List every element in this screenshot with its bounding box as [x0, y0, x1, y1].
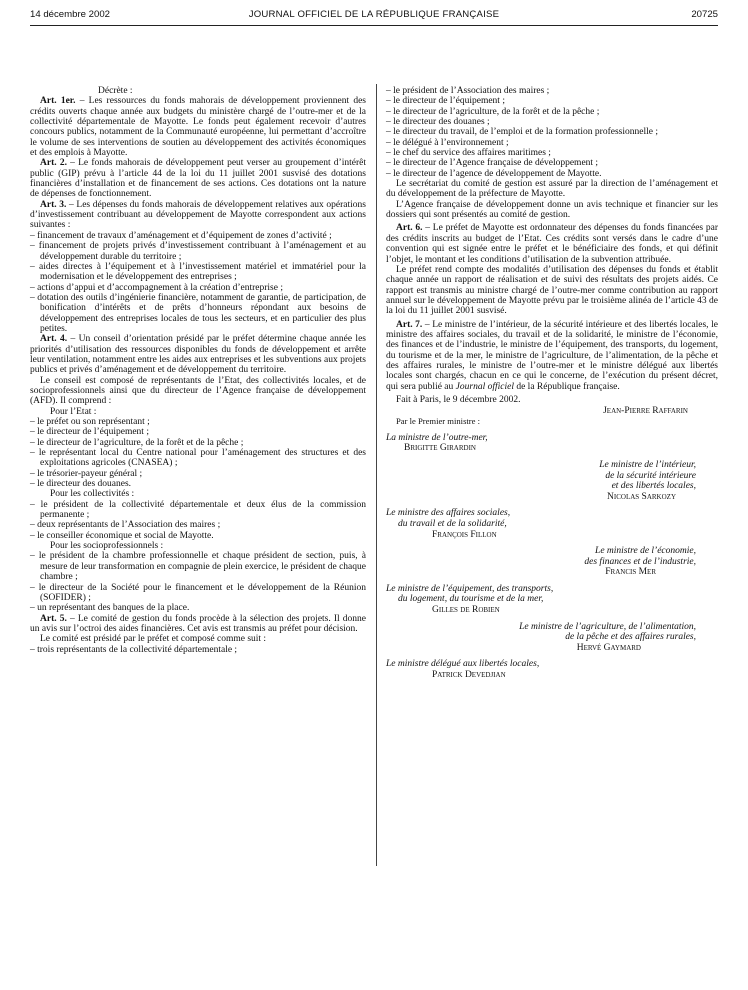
interieur-title-2: de la sécurité intérieure [605, 470, 696, 481]
list-item: – le directeur de l’agriculture, de la forêt et de la pêche ; [386, 106, 600, 117]
social-title-2: du travail et de la solidarité, [398, 518, 507, 529]
pm-signature: Jean-Pierre Raffarin [603, 405, 688, 416]
equipement-title-1: Le ministre de l’équipement, des transports, [386, 583, 554, 594]
issue-date: 14 décembre 2002 [30, 9, 111, 20]
list-item: – un représentant des banques de la place. [30, 603, 190, 614]
article-1 [30, 96, 366, 158]
article-6 [386, 223, 718, 264]
conseil-paragraph: Le conseil est composé de représentants de l’Etat, des collectivités locales, et de socioprofessionnels ainsi que du directeur de l’Agence française de développement (AFD). Il comprend : [30, 375, 366, 407]
economie-title-2: des finances et de l’industrie, [584, 556, 696, 567]
left-column [30, 86, 366, 655]
list-item: – le conseiller économique et social de Mayotte. [30, 530, 214, 541]
article-4 [30, 334, 366, 375]
outremer-signature: Brigitte Girardin [404, 443, 476, 454]
interieur-title-1: Le ministre de l’intérieur, [599, 459, 696, 470]
interieur-block [386, 460, 718, 502]
list-item: – financement de projets privés d’investissement contribuant à l’aménagement et au développement durable du territoire ; [30, 241, 366, 262]
equipement-block [386, 584, 718, 616]
article-7-journal-officiel: Journal officiel [455, 381, 514, 392]
compte-paragraph: Le préfet rend compte des modalités d’utilisation des dépenses du fonds et établit chaque année un rapport de réalisation et de suivi des résultats des projets aidés. Ce rapport est transmis au ministre chargé de l’outre-mer comme contribution au rapport annuel sur le développement de Mayotte prévu par le troisième alinéa de l’article 43 de la loi du 11 juillet 2001 susvisé. [386, 264, 718, 317]
article-7-text-b: de la République française. [513, 381, 620, 392]
article-3-text: – Les dépenses du fonds mahorais de développement relatives aux opérations d’investissement contribuant au développement de Mayotte correspondent aux actions suivantes : [30, 199, 366, 231]
secretariat-paragraph: Le secrétariat du comité de gestion est assuré par la direction de l’aménagement et du développement de la préfecture de Mayotte. [386, 179, 718, 200]
article-7-label: Art. 7. [396, 319, 423, 330]
social-title-1: Le ministre des affaires sociales, [386, 508, 511, 519]
collectivites-heading: Pour les collectivités : [50, 489, 135, 500]
outremer-title: La ministre de l’outre-mer, [386, 432, 488, 443]
list-item: – le directeur de la Société pour le financement et le développement de la Réunion (SOFIDER) ; [30, 582, 366, 603]
fait-line: Fait à Paris, le 9 décembre 2002. [396, 394, 521, 405]
interieur-title-3: et des libertés locales, [611, 481, 696, 492]
list-item: – dotation des outils d’ingénierie financière, notamment de garantie, de participation, de bonification d’intérêts et de prêts d’honneurs répondant aux besoins de développement des entreprises locales de tous les secteurs, et en particulier des plus petites. [30, 292, 366, 334]
agriculture-title-1: Le ministre de l’agriculture, de l’alimentation, [519, 621, 696, 632]
list-item: – le président de la collectivité départementale et deux élus de la commission permanente ; [30, 499, 366, 521]
article-6-label: Art. 6. [396, 223, 423, 234]
article-1-text: – Les ressources du fonds mahorais de développement proviennent des crédits ouverts chaque année aux budgets du ministère chargé de l’outre-mer et de la collectivité départementale de Mayotte. Le fonds peut également recevoir d’autres concours publics, notamment de la Communauté européenne, lui permettant d’accroître le volume de ses interventions de soutien au développement des activités économiques et des emplois à Mayotte. [30, 96, 366, 159]
libertes-signature: Patrick Devedjian [432, 670, 506, 681]
social-signature: François Fillon [432, 529, 497, 540]
economie-signature: Francis Mer [605, 567, 656, 578]
list-item: – le président de l’Association des maires ; [386, 86, 550, 96]
list-item: – le directeur du travail, de l’emploi et de la formation professionnelle ; [386, 127, 658, 138]
list-item: – le préfet ou son représentant ; [30, 417, 150, 427]
list-item: – le directeur de l’Agence française de développement ; [386, 158, 599, 169]
list-item: – le directeur de l’agriculture, de la forêt et de la pêche ; [30, 437, 244, 448]
list-item: – le directeur des douanes ; [386, 117, 490, 128]
list-item: – actions d’appui et d’accompagnement à la création d’entreprise ; [30, 282, 283, 293]
article-2-label: Art. 2. [40, 158, 67, 169]
list-item: – le représentant local du Centre national pour l’aménagement des structures et des exploitations agricoles (CNASEA) ; [30, 448, 366, 469]
list-item: – financement de travaux d’aménagement et d’équipement de zones d’activité ; [30, 230, 332, 241]
libertes-title: Le ministre délégué aux libertés locales, [386, 659, 540, 670]
signatures [386, 395, 718, 681]
agriculture-signature: Hervé Gaymard [576, 642, 641, 653]
article-5-text: – Le comité de gestion du fonds procède à la sélection des projets. Il donne un avis sur l’octroi des aides financières. Cet avis est transmis au préfet pour décision. [30, 613, 366, 634]
equipement-title-2: du logement, du tourisme et de la mer, [398, 594, 544, 605]
article-2-text: – Le fonds mahorais de développement peut verser au groupement d’intérêt public (GIP) prévu à l’article 44 de la loi du 11 juillet 2001 susvisé des dotations financières d’installation et de financement de ses actions. Ces dotations ont la nature de dépenses de fonctionnement. [30, 158, 366, 200]
article-4-label: Art. 4. [40, 334, 68, 345]
article-3 [30, 200, 366, 231]
list-item: – le directeur de l’équipement ; [386, 96, 505, 107]
article-7 [386, 320, 718, 392]
list-item: – le président de la chambre professionnelle et chaque président de section, puis, à mesure de leur transformation en compagnie de plein exercice, le président de chaque chambre ; [30, 551, 366, 583]
list-item: – le directeur des douanes. [30, 479, 132, 490]
column-separator [376, 84, 377, 866]
par-premier-ministre: Par le Premier ministre : [396, 416, 481, 427]
page-header [30, 9, 718, 25]
social-block [386, 508, 718, 540]
libertes-block [386, 659, 718, 680]
list-item: – le chef du service des affaires maritimes ; [386, 148, 551, 159]
socio-heading: Pour les socioprofessionnels : [50, 541, 164, 552]
article-2 [30, 158, 366, 199]
equipement-signature: Gilles de Robien [432, 605, 500, 616]
outremer-block [386, 433, 718, 454]
afd-paragraph: L’Agence française de développement donne un avis technique et financier sur les dossiers qui sont présentés au comité de gestion. [386, 199, 718, 221]
list-item: – le directeur de l’équipement ; [30, 427, 149, 438]
etat-heading: Pour l’Etat : [50, 406, 97, 417]
article-1-label: Art. 1er. [40, 96, 76, 107]
article-3-label: Art. 3. [40, 199, 67, 210]
list-item: – le délégué à l’environnement ; [386, 137, 509, 148]
article-5-label: Art. 5. [40, 613, 67, 624]
article-4-text: – Un conseil d’orientation présidé par le préfet détermine chaque année les priorités d’utilisation des ressources disponibles du fonds de développement et arrête leur ventilation, notamment entre les aides aux entreprises et les subventions aux projets publics et privés d’aménagement et de développement du territoire. [30, 334, 366, 376]
list-item: – le directeur de l’agence de développement de Mayotte. [386, 168, 602, 179]
economie-title-1: Le ministre de l’économie, [595, 546, 696, 557]
journal-title: JOURNAL OFFICIEL DE LA RÉPUBLIQUE FRANÇAISE [248, 9, 500, 20]
economie-block [386, 546, 718, 578]
interieur-signature: Nicolas Sarkozy [607, 491, 676, 502]
agriculture-block [386, 622, 718, 654]
header-rule [30, 25, 718, 26]
decrete-heading: Décrète : [98, 86, 133, 96]
page-number: 20725 [691, 9, 718, 20]
article-6-text: – Le préfet de Mayotte est ordonnateur des dépenses du fonds financées par des crédits inscrits au budget de l’Etat. Ces crédits sont versés dans le cadre d’une convention qui est signée entre le préfet et le bénéficiaire des fonds, et qui définit l’objet, le montant et les conditions d’utilisation de la subvention attribuée. [386, 223, 719, 265]
article-5 [30, 614, 366, 635]
list-item: – le trésorier-payeur général ; [30, 468, 143, 479]
comite-paragraph: Le comité est présidé par le préfet et composé comme suit : [40, 634, 267, 645]
list-item: – trois représentants de la collectivité départementale ; [30, 644, 238, 655]
list-item: – aides directes à l’équipement et à l’investissement matériel et immatériel pour la modernisation et le développement des entreprises ; [30, 261, 366, 283]
list-item: – deux représentants de l’Association des maires ; [30, 520, 221, 531]
agriculture-title-2: de la pêche et des affaires rurales, [565, 632, 696, 643]
right-column [386, 86, 718, 681]
article-7-text-a: – Le ministre de l’intérieur, de la sécurité intérieure et des libertés locales, le ministre des affaires sociales, du travail et de la solidarité, le ministre de l’économie, des finances et de l’industrie, le ministre de l’équipement, des transports, du logement, du tourisme et de la mer, le ministre de l’agriculture, de l’alimentation, de la pêche et des affaires rurales, le ministre de l’outre-mer et le ministre délégué aux libertés locales sont chargés, chacun en ce qui le concerne, de l’exécution du présent décret, qui sera publié au [386, 319, 718, 392]
